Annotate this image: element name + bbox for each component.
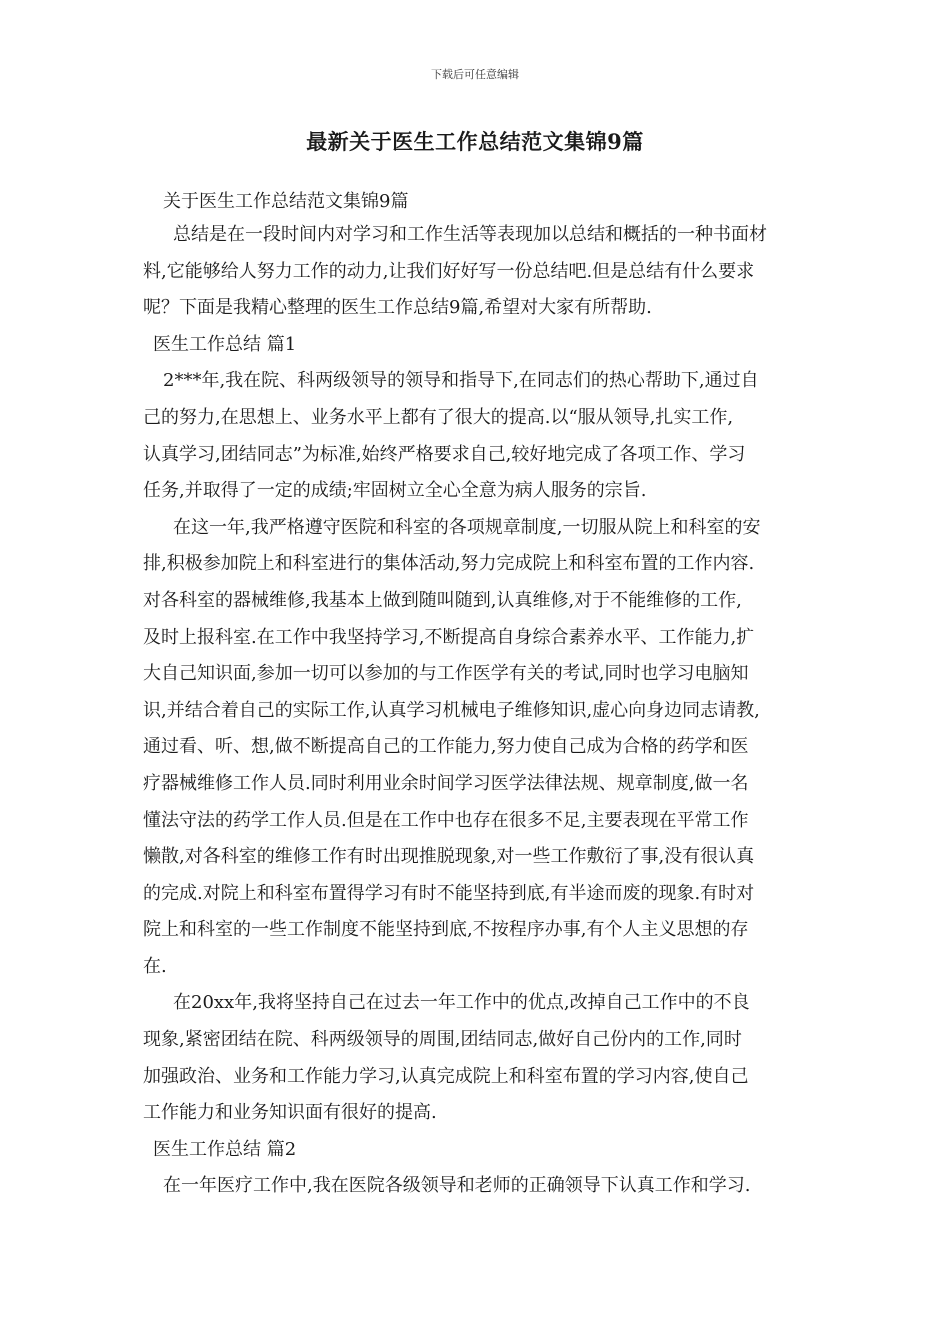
- text-line: 的完成.对院上和科室布置得学习有时不能坚持到底,有半途而废的现象.有时对: [143, 882, 755, 904]
- text-line: 识,并结合着自己的实际工作,认真学习机械电子维修知识,虚心向身边同志请教,: [143, 699, 760, 721]
- text-line: 在20xx年,我将坚持自己在过去一年工作中的优点,改掉自己工作中的不良: [173, 992, 750, 1014]
- text-line: 现象,紧密团结在院、科两级领导的周围,团结同志,做好自己份内的工作,同时: [143, 1029, 742, 1051]
- text-line: 料,它能够给人努力工作的动力,让我们好好写一份总结吧.但是总结有什么要求: [143, 260, 755, 282]
- document-body: [143, 187, 811, 1205]
- text-line: 排,积极参加院上和科室进行的集体活动,努力完成院上和科室布置的工作内容.: [143, 553, 755, 575]
- text-line: 在这一年,我严格遵守医院和科室的各项规章制度,一切服从院上和科室的安: [173, 516, 761, 538]
- text-line: 在一年医疗工作中,我在医院各级领导和老师的正确领导下认真工作和学习.: [163, 1175, 751, 1197]
- text-line: 2***年,我在院、科两级领导的领导和指导下,在同志们的热心帮助下,通过自: [163, 370, 759, 392]
- text-line: 工作能力和业务知识面有很好的提高.: [143, 1102, 437, 1124]
- text-line: 懂法守法的药学工作人员.但是在工作中也存在很多不足,主要表现在平常工作: [143, 809, 749, 831]
- section-heading: 医生工作总结 篇1: [153, 333, 297, 355]
- document-title: 最新关于医生工作总结范文集锦9篇: [306, 129, 644, 154]
- text-line: 及时上报科室.在工作中我坚持学习,不断提高自身综合素养水平、工作能力,扩: [143, 626, 755, 648]
- text-line: 懒散,对各科室的维修工作有时出现推脱现象,对一些工作敷衍了事,没有很认真: [143, 846, 755, 868]
- text-line: 院上和科室的一些工作制度不能坚持到底,不按程序办事,有个人主义思想的存: [143, 919, 749, 941]
- text-line: 总结是在一段时间内对学习和工作生活等表现加以总结和概括的一种书面材: [173, 224, 767, 245]
- page-header-note: 下载后可任意编辑: [431, 68, 519, 81]
- text-line: 呢？下面是我精心整理的医生工作总结9篇,希望对大家有所帮助.: [143, 297, 652, 319]
- text-line: 大自己知识面,参加一切可以参加的与工作医学有关的考试,同时也学习电脑知: [143, 663, 749, 685]
- section-heading: 医生工作总结 篇2: [153, 1138, 297, 1160]
- text-line: 通过看、听、想,做不断提高自己的工作能力,努力使自己成为合格的药学和医: [143, 736, 749, 758]
- text-line: 任务,并取得了一定的成绩;牢固树立全心全意为病人服务的宗旨.: [143, 480, 647, 502]
- text-line: 对各科室的器械维修,我基本上做到随叫随到,认真维修,对于不能维修的工作,: [143, 589, 742, 611]
- subtitle-line: 关于医生工作总结范文集锦9篇: [163, 191, 409, 212]
- text-line: 加强政治、业务和工作能力学习,认真完成院上和科室布置的学习内容,使自己: [143, 1065, 749, 1087]
- text-line: 己的努力,在思想上、业务水平上都有了很大的提高.以“服从领导,扎实工作,: [143, 406, 734, 428]
- text-line: 疗器械维修工作人员.同时利用业余时间学习医学法律法规、规章制度,做一名: [143, 772, 749, 794]
- text-line: 认真学习,团结同志”为标准,始终严格要求自己,较好地完成了各项工作、学习: [143, 443, 746, 465]
- text-line: 在.: [143, 955, 167, 977]
